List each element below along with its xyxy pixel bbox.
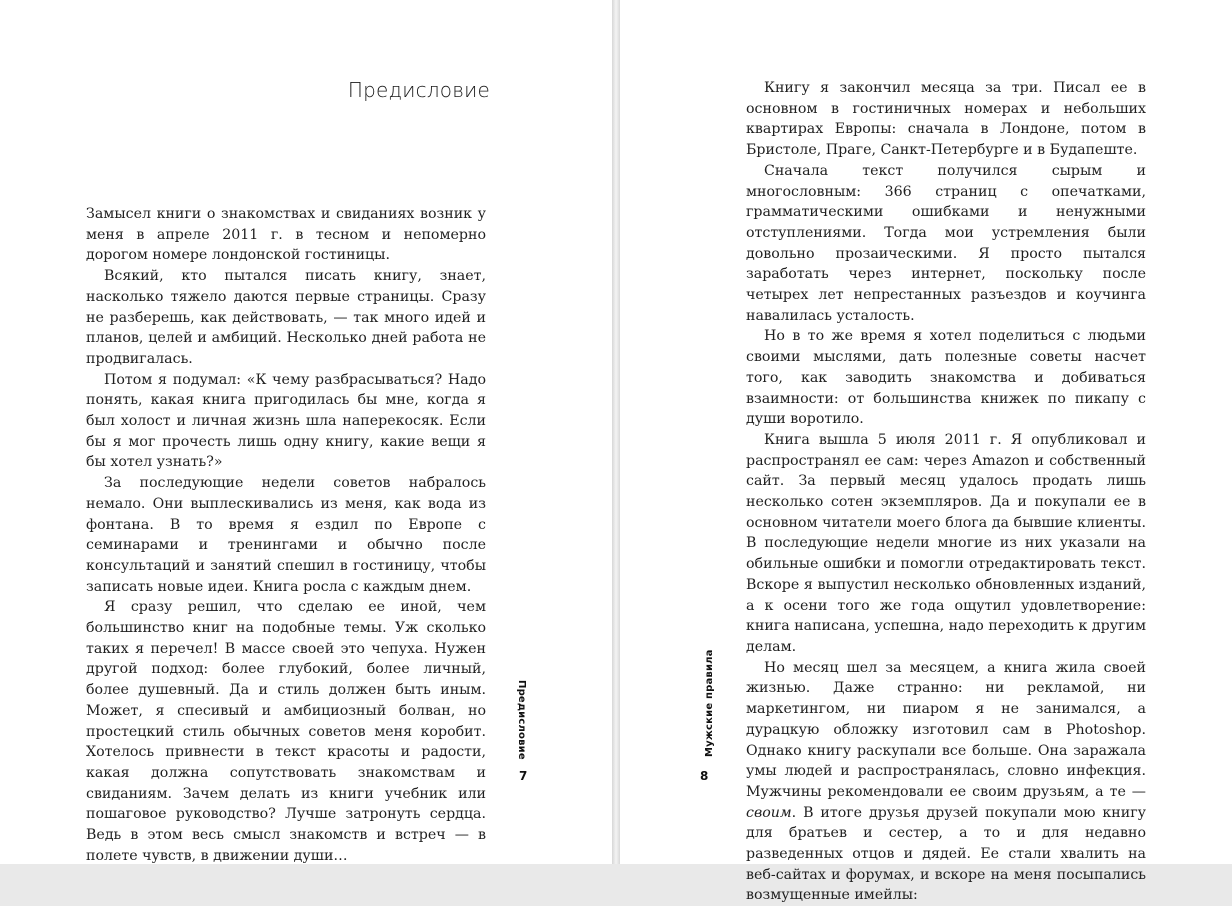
paragraph: Замысел книги о знакомствах и свиданиях возник у меня в апреле 2011 г. в тесном и непомерно дорогом номере лондонской гостиницы. [86, 206, 486, 264]
page-number-right: 8 [700, 769, 709, 783]
paragraph: Книга вышла 5 июля 2011 г. Я опубликовал и распространял ее сам: через Amazon и собственный сайт. За первый месяц удалось продать лишь несколько сотен экземпляров. Да и покупали ее в основном читатели моего блога да бывшие клиенты. В последующие недели многие из них указали на обильные ошибки и помогли отредактировать текст. Вскоре я выпустил несколько обновленных изданий, а к осени того же года ощутил удовлетворение: книга написана, успешна, надо переходить к другим делам. [746, 431, 1146, 655]
paragraph: Книгу я закончил месяца за три. Писал ее в основном в гостиничных номерах и небольших квартирах Европы: сначала в Лондоне, потом в Бристоле, Праге, Санкт-Петербурге и в Будапеште. [746, 80, 1146, 159]
running-head-right: Мужские правила [704, 649, 715, 757]
paragraph: За последующие недели советов набралось немало. Они выплескивались из меня, как вода из фонтана. В то время я ездил по Европе с семинарами и тренингами и обычно после консультаций и занятий спешил в гостиницу, чтобы записать новые идеи. Книга росла с каждым днем. [86, 475, 486, 595]
paragraph: Но в то же время я хотел поделиться с людьми своими мыслями, дать полезные советы насчет того, как заводить знакомства и добиваться взаимности: от большинства книжек по пикапу с души воротило. [746, 328, 1146, 428]
paragraph-text: Но месяц шел за месяцем, а книга жила своей жизнью. Даже странно: ни рекламой, ни маркетингом, ни пиаром я не занимался, а дурацкую обложку изготовил сам в Photoshop. Однако книгу раскупали все больше. Она заражала умы людей и распространялась, словно инфекция. Мужчины рекомендовали ее своим друзьям, а те — [746, 659, 1146, 800]
paragraph: Потом я подумал: «К чему разбрасываться? Надо понять, какая книга пригодилась бы мне, когда я был холост и личная жизнь шла наперекосяк. Если бы я мог прочесть лишь одну книгу, какие вещи я бы хотел узнать?» [86, 371, 486, 471]
chapter-title: Предисловие [347, 78, 490, 102]
right-page-body [746, 78, 1146, 906]
left-page-body [86, 204, 486, 867]
emphasis-text: своим [746, 804, 792, 821]
paragraph-text: . В итоге друзья друзей покупали мою книгу для братьев и сестер, а то и для недавно разведенных отцов и дядей. Ее стали хвалить на веб-сайтах и форумах, и вскоре на меня посыпались возмущенные имейлы: [746, 804, 1146, 904]
book-spine [612, 0, 620, 864]
running-head-left: Предисловие [516, 680, 527, 760]
paragraph: Я сразу решил, что сделаю ее иной, чем большинство книг на подобные темы. Уж сколько таких я перечел! В массе своей это чепуха. Нужен другой подход: более глубокий, более личный, более душевный. Да и стиль должен быть иным. Может, я спесивый и амбициозный болван, но простецкий стиль обычных советов меня коробит. Хотелось привнести в текст красоты и радости, какая должна сопутствовать знакомствам и свиданиям. Зачем делать из книги учебник или пошаговое руководство? Лучше затронуть сердца. Ведь в этом весь смысл знакомств и встреч — в полете чувств, в движении души… [86, 599, 486, 864]
paragraph: Всякий, кто пытался писать книгу, знает, насколько тяжело даются первые страницы. Сразу не разберешь, как действовать, — так много идей и планов, целей и амбиций. Несколько дней работа не продвигалась. [86, 268, 486, 367]
page-number-left: 7 [519, 769, 528, 783]
paragraph [746, 658, 1146, 906]
paragraph: Сначала текст получился сырым и многословным: 366 страниц с опечатками, грамматическими ошибками и ненужными отступлениями. Тогда мои устремления были довольно прозаическими. Я просто пытался заработать через интернет, поскольку после четырех лет непрестанных разъездов и коучинга навалилась усталость. [746, 162, 1146, 324]
